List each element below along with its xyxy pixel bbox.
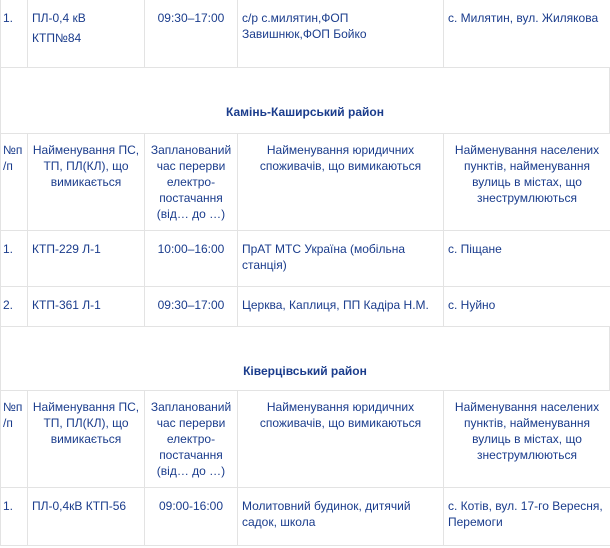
- table-header-row: [1, 134, 610, 231]
- table-row: [1, 0, 610, 68]
- table-continuation: [0, 0, 610, 68]
- header-time: Запланований час перерви електро-постачання (від… до …): [145, 391, 238, 488]
- table-row: [1, 488, 610, 546]
- header-time: Запланований час перерви електро-постачання (від… до …): [145, 134, 238, 231]
- header-num: №п/п: [1, 391, 28, 488]
- row-object-line2: КТП№84: [32, 31, 82, 45]
- region-title: Камінь-Каширський район: [226, 105, 384, 119]
- table-header-row: [1, 391, 610, 488]
- row-number: 1.: [1, 231, 28, 287]
- row-settlements: с. Котів, вул. 17-го Вересня, Перемоги: [444, 488, 610, 546]
- row-object: ПЛ-0,4кВ КТП-56: [28, 488, 145, 546]
- row-object-line: ПЛ-0,4 кВ: [32, 11, 86, 25]
- header-settlements: Найменування населених пунктів, найменування вулиць в містах, що знеструмлюються: [444, 391, 610, 488]
- row-consumers: ПрАТ МТС Україна (мобільна станція): [238, 231, 444, 287]
- table-row: [1, 231, 610, 287]
- header-object: Найменування ПС, ТП, ПЛ(КЛ), що вимикається: [28, 134, 145, 231]
- row-consumers: с/р с.милятин,ФОП Завишнюк,ФОП Бойко: [238, 0, 444, 68]
- row-object: [28, 0, 145, 68]
- row-time: 09:00-16:00: [145, 488, 238, 546]
- row-settlements: с. Милятин, вул. Жилякова: [444, 0, 610, 68]
- row-consumers: Церква, Каплиця, ПП Кадіра Н.М.: [238, 287, 444, 327]
- row-time: 09:30–17:00: [145, 0, 238, 68]
- table-section-2: [0, 390, 610, 546]
- row-number: 1.: [1, 0, 28, 68]
- table-row: [1, 287, 610, 327]
- region-band: [0, 67, 610, 133]
- header-object: Найменування ПС, ТП, ПЛ(КЛ), що вимикається: [28, 391, 145, 488]
- row-object: КТП-229 Л-1: [28, 231, 145, 287]
- row-number: 2.: [1, 287, 28, 327]
- table-section-1: [0, 133, 610, 327]
- row-consumers: Молитовний будинок, дитячий садок, школа: [238, 488, 444, 546]
- row-time: 10:00–16:00: [145, 231, 238, 287]
- row-settlements: с. Піщане: [444, 231, 610, 287]
- region-band: [0, 326, 610, 390]
- row-time: 09:30–17:00: [145, 287, 238, 327]
- region-title: Ківерцівський район: [243, 364, 367, 378]
- header-num: №п/п: [1, 134, 28, 231]
- row-settlements: с. Нуйно: [444, 287, 610, 327]
- header-consumers: Найменування юридичних споживачів, що вимикаються: [238, 134, 444, 231]
- header-consumers: Найменування юридичних споживачів, що вимикаються: [238, 391, 444, 488]
- header-settlements: Найменування населених пунктів, найменування вулиць в містах, що знеструмлюються: [444, 134, 610, 231]
- row-number: 1.: [1, 488, 28, 546]
- row-object: КТП-361 Л-1: [28, 287, 145, 327]
